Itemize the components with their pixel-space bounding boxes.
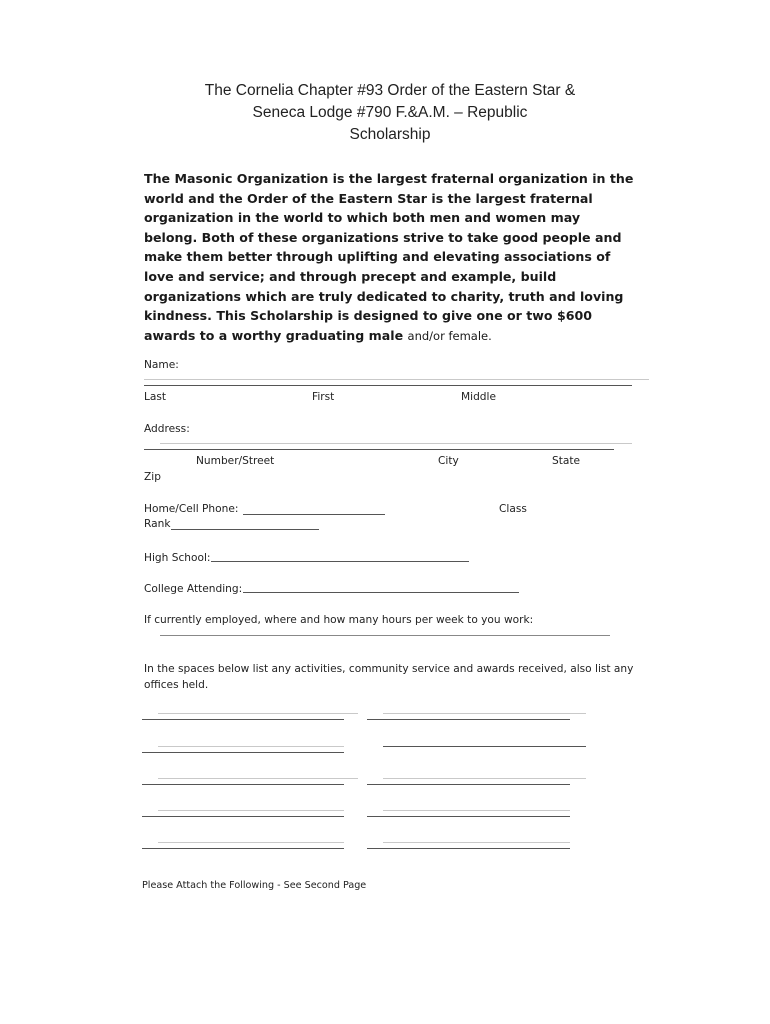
name-input-line[interactable] xyxy=(144,385,632,386)
activity-line-right-2[interactable] xyxy=(383,746,586,747)
address-guide-line xyxy=(160,443,632,444)
activity-line-right-1[interactable] xyxy=(367,719,570,720)
activity-guide-line xyxy=(158,746,344,747)
activity-line-left-4[interactable] xyxy=(142,816,344,817)
activity-line-left-5[interactable] xyxy=(142,848,344,849)
form-title-line-2: Seneca Lodge #790 F.&A.M. – Republic xyxy=(252,104,528,121)
employment-input-line[interactable] xyxy=(160,635,610,636)
activity-line-right-5[interactable] xyxy=(367,848,570,849)
address-state-label: State xyxy=(552,455,581,467)
activity-line-left-1[interactable] xyxy=(142,719,344,720)
name-middle-label: Middle xyxy=(461,391,496,403)
activity-guide-line xyxy=(383,810,570,811)
class-label: Class xyxy=(499,503,527,515)
college-input-line[interactable] xyxy=(243,592,519,593)
activities-label: In the spaces below list any activities, community service and awards received, also list any offices held. xyxy=(144,663,634,691)
intro-tail: and/or female. xyxy=(407,328,492,343)
attach-note: Please Attach the Following - See Second Page xyxy=(142,880,367,891)
intro-paragraph xyxy=(144,169,634,346)
activity-line-right-3[interactable] xyxy=(367,784,570,785)
intro-text: The Masonic Organization is the largest fraternal organization in the world and the Order of the Eastern Star is the largest fraternal organization in the world to which both men and women may belong. Both of these organizations strive to take good people and make them better through uplifting and elevating associations of love and service; and through precept and example, build organizations which are truly dedicated to charity, truth and loving kindness. This Scholarship is designed to give one or two $600 awards to a worthy graduating male xyxy=(144,171,634,343)
address-input-line[interactable] xyxy=(144,449,614,450)
college-label: College Attending: xyxy=(144,583,243,595)
phone-label: Home/Cell Phone: xyxy=(144,503,239,515)
form-title-line-1: The Cornelia Chapter #93 Order of the Eastern Star & xyxy=(204,82,576,99)
activity-line-left-2[interactable] xyxy=(142,752,344,753)
activity-guide-line xyxy=(158,810,344,811)
name-first-label: First xyxy=(312,391,335,403)
address-zip-label: Zip xyxy=(144,471,161,483)
activity-line-left-3[interactable] xyxy=(142,784,344,785)
address-label: Address: xyxy=(144,423,190,435)
rank-label: Rank xyxy=(144,518,171,530)
high-school-input-line[interactable] xyxy=(211,561,469,562)
activity-guide-line xyxy=(383,842,570,843)
phone-input-line[interactable] xyxy=(243,514,385,515)
address-city-label: City xyxy=(438,455,459,467)
high-school-label: High School: xyxy=(144,552,211,564)
activity-guide-line xyxy=(383,778,586,779)
employment-label: If currently employed, where and how many hours per week to you work: xyxy=(144,614,534,626)
activity-guide-line xyxy=(158,713,358,714)
activity-guide-line xyxy=(158,778,358,779)
name-label: Name: xyxy=(144,359,179,371)
address-street-label: Number/Street xyxy=(196,455,275,467)
activity-line-right-4[interactable] xyxy=(367,816,570,817)
name-guide-line xyxy=(144,379,649,380)
name-last-label: Last xyxy=(144,391,167,403)
form-title-line-3: Scholarship xyxy=(349,126,431,143)
rank-input-line[interactable] xyxy=(171,529,319,530)
activity-guide-line xyxy=(158,842,344,843)
activity-guide-line xyxy=(383,713,586,714)
